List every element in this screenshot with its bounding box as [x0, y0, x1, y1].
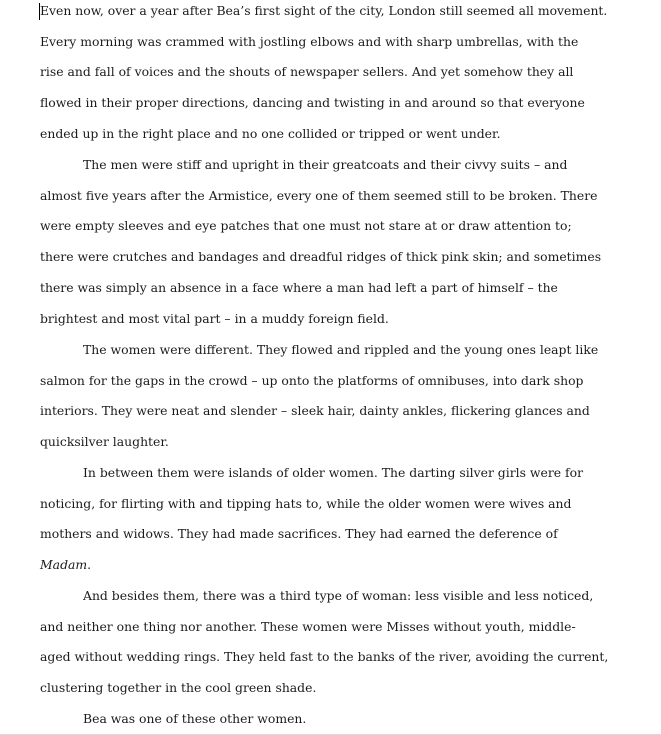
paragraph-first-line: The men were stiff and upright in their greatcoats and their civvy suits – and — [83, 157, 568, 172]
text-line: almost five years after the Armistice, every one of them seemed still to be broken. There — [40, 188, 598, 203]
italic-word: Madam — [40, 557, 88, 572]
text-line: brightest and most vital part – in a muddy foreign field. — [40, 311, 389, 326]
paragraph-first-line: The women were different. They flowed and rippled and the young ones leapt like — [83, 342, 599, 357]
text-line: aged without wedding rings. They held fast to the banks of the river, avoiding the current, — [40, 649, 609, 664]
paragraph-first-line: And besides them, there was a third type of woman: less visible and less noticed, — [83, 588, 594, 603]
text-line: mothers and widows. They had made sacrifices. They had earned the deference of — [40, 526, 558, 541]
text-line: Even now, over a year after Bea’s first sight of the city, London still seemed all movement. — [40, 3, 608, 18]
text-line: noticing, for flirting with and tipping hats to, while the older women were wives and — [40, 496, 572, 511]
text-line: were empty sleeves and eye patches that one must not stare at or draw attention to; — [40, 218, 572, 233]
text-line: and neither one thing nor another. These women were Misses without youth, middle- — [40, 619, 576, 634]
text-line: quicksilver laughter. — [40, 434, 169, 449]
paragraph-first-line: In between them were islands of older women. The darting silver girls were for — [83, 465, 583, 480]
text-line: interiors. They were neat and slender – sleek hair, dainty ankles, flickering glances and — [40, 403, 590, 418]
text-line: Every morning was crammed with jostling elbows and with sharp umbrellas, with the — [40, 34, 579, 49]
paragraph-first-line: Bea was one of these other women. — [83, 711, 307, 726]
period: . — [87, 557, 92, 572]
text-line: there were crutches and bandages and dreadful ridges of thick pink skin; and sometimes — [40, 249, 602, 264]
text-line — [40, 554, 91, 576]
text-line: clustering together in the cool green shade. — [40, 680, 317, 695]
text-line: ended up in the right place and no one collided or tripped or went under. — [40, 126, 501, 141]
text-line: flowed in their proper directions, dancing and twisting in and around so that everyone — [40, 95, 585, 110]
text-line: rise and fall of voices and the shouts of newspaper sellers. And yet somehow they all — [40, 64, 574, 79]
text-line: there was simply an absence in a face where a man had left a part of himself – the — [40, 280, 558, 295]
text-line: salmon for the gaps in the crowd – up onto the platforms of omnibuses, into dark shop — [40, 373, 584, 388]
